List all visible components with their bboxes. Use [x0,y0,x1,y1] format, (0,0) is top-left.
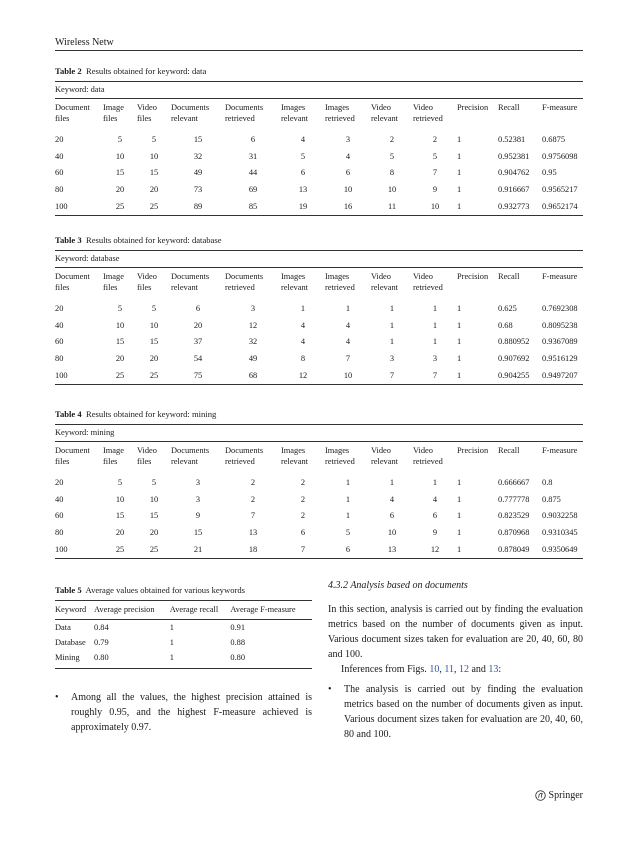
table-cell: 0.8 [542,477,553,487]
table-cell: 0.907692 [498,354,530,364]
table-cell: 9 [195,511,201,521]
table-cell: 21 [193,545,203,555]
table-caption: Table 3 Results obtained for keyword: database [55,235,222,245]
table-cell: 5 [117,477,123,487]
table-cell: 1 [432,477,438,487]
table-cell: 10 [115,494,125,504]
average-table [55,601,312,665]
table-cell: 0.878049 [498,545,530,555]
table-cell: 5 [151,134,157,144]
keyword-row: Keyword: data [55,85,105,94]
table-cell: 0.666667 [498,477,530,487]
table-cell: 0.9350649 [542,545,578,555]
table-cell: 12 [430,545,440,555]
table-cell: 15 [115,511,125,521]
table-cell: 0.84 [94,623,109,632]
table-cell: 0.952381 [498,151,530,161]
running-head: Wireless Netw [55,37,114,48]
table-row [55,198,583,215]
publisher-footer [535,790,583,801]
table-cell: 3 [250,303,256,313]
table-row [55,524,583,541]
table-cell: 10 [387,185,397,195]
column-header: Precision [457,446,489,455]
table-cell: 2 [300,494,306,504]
table-row [55,317,583,334]
list-item: • Among all the values, the highest precision attained is roughly 0.95, and the highest F-measure achieved is approximately 0.97. [55,692,312,733]
table-cell: 10 [343,185,353,195]
table-cell: 5 [151,303,157,313]
table-row [55,541,583,558]
table-cell: 32 [193,151,203,161]
table-cell: 0.870968 [498,528,530,538]
fig-10-link[interactable]: 10 [429,664,440,675]
table-5 [55,585,312,669]
bullet-icon: • [328,684,332,695]
table-cell: 4 [345,151,351,161]
table-cell: 0.80 [94,653,109,662]
table-cell: 10 [149,320,159,330]
table-cell: 20 [115,185,125,195]
table-cell: 0.916667 [498,185,530,195]
table-cell: 1 [457,151,462,161]
table-cell: 0.52381 [498,134,526,144]
table-cell: 4 [345,337,351,347]
table-cell: 12 [248,320,258,330]
table-cell: 1 [457,320,462,330]
column-header: Video retrieved [413,103,443,123]
column-header: Document files [55,446,90,466]
table-cell: 69 [248,185,258,195]
table-cell: 15 [193,134,203,144]
table-2 [55,66,583,216]
results-table [55,99,583,215]
table-cell: 7 [432,371,438,381]
column-header: Images relevant [281,103,308,123]
column-header: Documents retrieved [225,103,264,123]
column-header: Precision [457,103,489,112]
table-cell: 1 [300,303,306,313]
column-header: Recall [498,272,520,281]
table-cell: 25 [149,371,159,381]
fig-12-link[interactable]: 12 [458,664,469,675]
table-caption: Table 2 Results obtained for keyword: data [55,66,207,76]
table-cell: 80 [55,185,64,195]
table-cell: 20 [149,528,159,538]
table-cell: 2 [389,134,395,144]
table-cell: 5 [151,477,157,487]
table-cell: 37 [193,337,203,347]
table-cell: 3 [432,354,438,364]
table-cell: 13 [387,545,397,555]
table-cell: 100 [55,202,68,212]
table-row [55,367,583,384]
table-cell: 1 [457,134,462,144]
table-cell: 2 [250,477,256,487]
table-cell: 25 [115,545,125,555]
table-cell: 0.8095238 [542,320,578,330]
column-header: F-measure [542,272,578,281]
table-cell: 4 [300,337,306,347]
column-header: Images retrieved [325,446,355,466]
table-cell: 89 [193,202,203,212]
table-cell: 15 [149,511,159,521]
table-cell: 0.9652174 [542,202,578,212]
table-cell: 0.625 [498,303,517,313]
column-header: Documents retrieved [225,272,264,292]
column-header: Average F-measure [230,605,296,614]
table-cell: 1 [457,528,462,538]
table-cell: 0.7692308 [542,303,578,313]
table-cell: 6 [389,511,395,521]
table-cell: 1 [432,320,438,330]
table-cell: 60 [55,337,64,347]
table-cell: 3 [345,134,351,144]
table-cell: 0.777778 [498,494,530,504]
column-header: Video files [137,446,157,466]
table-cell: 5 [432,151,438,161]
column-header: Video retrieved [413,272,443,292]
table-caption: Table 4 Results obtained for keyword: mining [55,409,217,419]
table-cell: 0.9497207 [542,371,578,381]
table-row [55,350,583,367]
table-cell: 1 [345,303,351,313]
bullet-icon: • [55,692,59,703]
column-header: Image files [103,272,124,292]
table-cell: 1 [457,202,462,212]
table-cell: 100 [55,545,68,555]
column-header: Video relevant [371,272,398,292]
section-analysis-documents [328,578,583,742]
table-cell: 6 [195,303,201,313]
left-bullet-list [55,690,312,735]
table-cell: 20 [115,354,125,364]
results-table [55,268,583,384]
table-cell: 1 [457,494,462,504]
table-cell: 4 [345,320,351,330]
table-cell: 10 [149,494,159,504]
table-cell: 80 [55,528,64,538]
table-cell: 60 [55,168,64,178]
table-cell: 10 [430,202,440,212]
table-cell: 10 [115,151,125,161]
table-cell: 2 [300,477,306,487]
table-cell: 1 [345,494,351,504]
table-cell: 4 [389,494,395,504]
table-cell: 0.904255 [498,371,530,381]
table-cell: 2 [432,134,438,144]
table-cell: 12 [298,371,308,381]
table-cell: 4 [300,320,306,330]
table-cell: Mining [55,653,80,662]
table-cell: 13 [298,185,308,195]
column-header: Documents relevant [171,103,210,123]
table-cell: 2 [250,494,256,504]
column-header: Document files [55,103,90,123]
fig-11-link[interactable]: 11 [444,664,454,675]
table-cell: 18 [248,545,258,555]
table-cell: 0.9756098 [542,151,578,161]
table-cell: 3 [389,354,395,364]
table-cell: 1 [457,303,462,313]
column-header: Image files [103,103,124,123]
table-row [55,508,583,525]
table-cell: 1 [389,320,395,330]
column-header: Images retrieved [325,272,355,292]
table-cell: 0.875 [542,494,561,504]
table-cell: 15 [149,337,159,347]
table-3 [55,235,583,385]
column-header: F-measure [542,446,578,455]
table-row [55,334,583,351]
table-cell: 25 [115,371,125,381]
table-cell: 3 [195,477,201,487]
table-cell: 0.932773 [498,202,530,212]
column-header: Recall [498,446,520,455]
table-cell: 25 [149,202,159,212]
table-cell: 0.95 [542,168,557,178]
table-cell: 15 [115,168,125,178]
table-cell: 20 [115,528,125,538]
section-paragraph: In this section, analysis is carried out by finding the evaluation metrics based on the number of documents given as input. Various document sizes taken for evaluation are 20, 40, 60, 80 and 100. [328,604,583,660]
column-header: Precision [457,272,489,281]
table-row [55,148,583,165]
column-header: Video files [137,103,157,123]
table-row [55,129,583,148]
table-cell: 40 [55,494,64,504]
springer-horse-icon [535,790,546,801]
table-cell: 15 [115,337,125,347]
inferences-line: Inferences from Figs. 10, 11, 12 and 13: [341,664,502,675]
column-header: Images relevant [281,272,308,292]
table-cell: 20 [55,134,64,144]
table-cell: 44 [248,168,258,178]
table-cell: 1 [389,303,395,313]
table-cell: 85 [248,202,258,212]
table-cell: 60 [55,511,64,521]
column-header: Video relevant [371,446,398,466]
table-cell: 10 [115,320,125,330]
table-cell: 1 [457,371,462,381]
table-cell: Database [55,638,86,647]
table-cell: 7 [389,371,395,381]
table-cell: 6 [345,545,351,555]
table-cell: 5 [345,528,351,538]
table-cell: 4 [300,134,306,144]
table-cell: 7 [432,168,438,178]
table-cell: 40 [55,151,64,161]
table-row [55,491,583,508]
publisher-name: Springer [548,790,583,801]
column-header: Recall [498,103,520,112]
list-item: • The analysis is carried out by finding the evaluation metrics based on the number of documents given as input. Various document sizes taken for evaluation are 20, 40, 60, 80 and 100. [328,684,583,740]
table-cell: 0.9032258 [542,511,578,521]
table-cell: 25 [149,545,159,555]
table-cell: 10 [343,371,353,381]
keyword-row: Keyword: mining [55,428,115,437]
table-cell: 5 [117,303,123,313]
table-cell: 7 [345,354,351,364]
table-cell: 0.6875 [542,134,566,144]
table-cell: 8 [300,354,306,364]
table-cell: 1 [457,168,462,178]
table-cell: 1 [432,303,438,313]
table-cell: 80 [55,354,64,364]
table-cell: 7 [300,545,306,555]
table-cell: 6 [300,528,306,538]
table-row [55,181,583,198]
table-cell: 32 [248,337,258,347]
column-header: Average recall [169,605,219,614]
table-cell: 13 [248,528,258,538]
table-row [55,620,312,636]
table-cell: 0.9367089 [542,337,578,347]
table-cell: 0.9565217 [542,185,578,195]
table-cell: 0.9516129 [542,354,578,364]
table-cell: 49 [248,354,258,364]
table-cell: 20 [55,477,64,487]
column-header: Documents relevant [171,272,210,292]
table-cell: 10 [387,528,397,538]
table-cell: 15 [193,528,203,538]
table-cell: 9 [432,528,438,538]
table-cell: 1 [457,477,462,487]
column-header: Video relevant [371,103,398,123]
column-header: Documents retrieved [225,446,264,466]
table-cell: 6 [300,168,306,178]
section-heading: 4.3.2 Analysis based on documents [328,580,468,591]
column-header: Video files [137,272,157,292]
table-row [55,472,583,491]
column-header: Images relevant [281,446,308,466]
table-row [55,165,583,182]
table-cell: 1 [169,653,174,662]
table-cell: Data [55,623,71,632]
table-cell: 54 [193,354,203,364]
table-cell: 6 [250,134,256,144]
fig-13-link[interactable]: 13 [488,664,499,675]
table-caption: Table 5 Average values obtained for various keywords [55,585,245,595]
table-cell: 20 [149,354,159,364]
column-header: Video retrieved [413,446,443,466]
column-header: Image files [103,446,124,466]
table-cell: 73 [193,185,203,195]
table-cell: 100 [55,371,68,381]
table-cell: 7 [250,511,256,521]
table-cell: 1 [345,511,351,521]
table-cell: 5 [389,151,395,161]
table-row [55,298,583,317]
column-header: Keyword [55,605,87,614]
table-row [55,635,312,650]
table-cell: 1 [345,477,351,487]
table-cell: 0.88 [230,638,246,647]
table-4 [55,409,583,559]
table-cell: 1 [389,477,395,487]
column-header: F-measure [542,103,578,112]
header-rule [55,50,583,51]
table-cell: 5 [300,151,306,161]
table-cell: 1 [457,511,462,521]
table-cell: 25 [115,202,125,212]
table-cell: 31 [248,151,258,161]
table-cell: 20 [149,185,159,195]
column-header: Document files [55,272,90,292]
table-cell: 0.80 [230,653,246,662]
table-cell: 19 [298,202,308,212]
table-cell: 0.79 [94,638,109,647]
table-cell: 1 [389,337,395,347]
column-header: Images retrieved [325,103,355,123]
table-cell: 1 [457,337,462,347]
table-cell: 6 [432,511,438,521]
table-cell: 1 [457,354,462,364]
column-header: Documents relevant [171,446,210,466]
table-cell: 16 [343,202,353,212]
table-cell: 40 [55,320,64,330]
table-cell: 10 [149,151,159,161]
table-cell: 0.904762 [498,168,530,178]
table-cell: 5 [117,134,123,144]
table-cell: 0.68 [498,320,513,330]
table-cell: 3 [195,494,201,504]
table-cell: 1 [432,337,438,347]
table-cell: 0.823529 [498,511,530,521]
table-cell: 0.91 [230,623,246,632]
results-table [55,442,583,558]
table-cell: 6 [345,168,351,178]
table-cell: 49 [193,168,203,178]
table-cell: 11 [387,202,397,212]
table-cell: 68 [248,371,258,381]
table-cell: 1 [457,545,462,555]
table-cell: 20 [55,303,64,313]
table-row [55,650,312,665]
table-cell: 2 [300,511,306,521]
table-cell: 20 [193,320,203,330]
table-cell: 0.880952 [498,337,530,347]
table-cell: 4 [432,494,438,504]
table-cell: 8 [389,168,395,178]
table-cell: 9 [432,185,438,195]
table-cell: 15 [149,168,159,178]
table-cell: 0.9310345 [542,528,578,538]
table-cell: 75 [193,371,203,381]
keyword-row: Keyword: database [55,254,120,263]
table-cell: 1 [169,638,174,647]
table-cell: 1 [169,623,174,632]
column-header: Average precision [94,605,155,614]
table-cell: 1 [457,185,462,195]
